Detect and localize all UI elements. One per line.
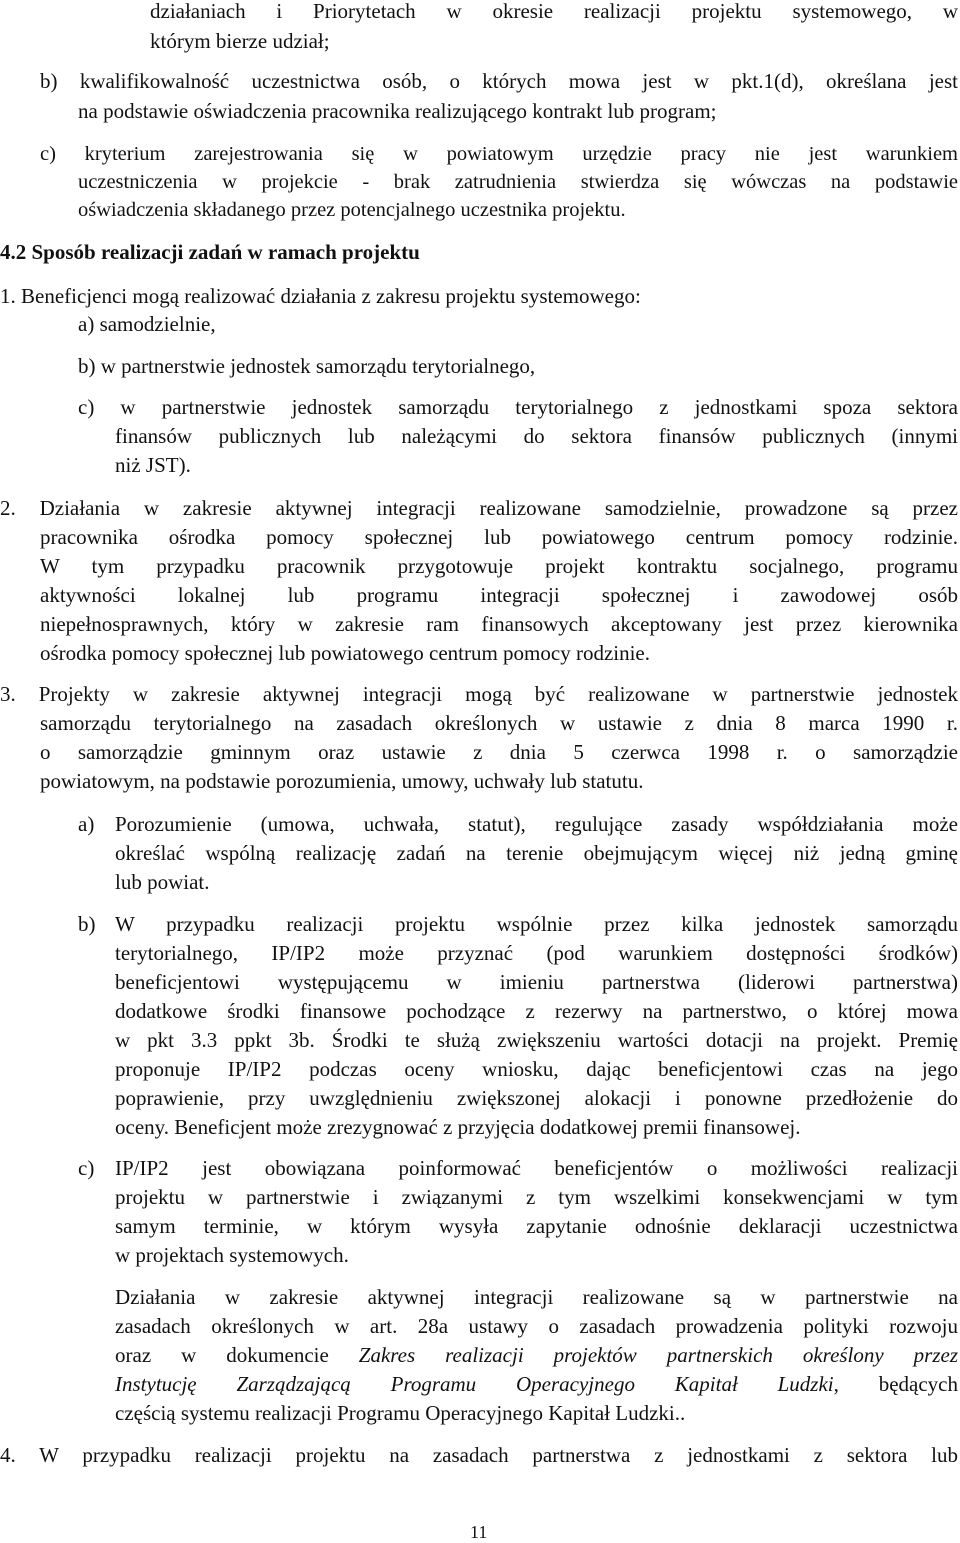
text-line: dodatkowe środki finansowe pochodzące z rezerwy na partnerstwo, o której mowa <box>115 999 958 1023</box>
text-line: na podstawie oświadczenia pracownika realizującego kontrakt lub program; <box>78 99 717 123</box>
section-heading: 4.2 Sposób realizacji zadań w ramach projektu <box>0 240 420 264</box>
list-item-c: c) kryterium zarejestrowania się w powiatowym urzędzie pracy nie jest warunkiem <box>40 143 958 165</box>
text-line: poprawienie, przy uwzględnieniu zwiększonej alokacji i ponowne przedłożenie do <box>115 1086 958 1110</box>
paragraph-4: 4. W przypadku realizacji projektu na zasadach partnerstwa z jednostkami z sektora lub <box>0 1443 958 1467</box>
text-line: finansów publicznych lub należącymi do sektora finansów publicznych (innymi <box>115 424 958 448</box>
paragraph-2: 2. Działania w zakresie aktywnej integracji realizowane samodzielnie, prowadzone są przez <box>0 496 958 520</box>
text-line: niż JST). <box>115 453 191 477</box>
paragraph-3: 3. Projekty w zakresie aktywnej integracji mogą być realizowane w partnerstwie jednostek <box>0 682 958 706</box>
text-line: w pkt 3.3 ppkt 3b. Środki te służą zwiększeniu wartości dotacji na projekt. Premię <box>115 1028 958 1052</box>
text-line: terytorialnego, IP/IP2 może przyznać (pod warunkiem dostępności środków) <box>115 941 958 965</box>
text-line: działaniach i Priorytetach w okresie realizacji projektu systemowego, w <box>150 0 958 23</box>
text-line: samorządu terytorialnego na zasadach określonych w ustawie z dnia 8 marca 1990 r. <box>40 711 958 735</box>
text-line: określać wspólną realizację zadań na terenie obejmującym więcej niż jedną gminę <box>115 841 958 865</box>
text-line: oświadczenia składanego przez potencjalnego uczestnika projektu. <box>78 199 626 221</box>
text-line: lub powiat. <box>115 870 210 894</box>
text-line: pracownika ośrodka pomocy społecznej lub powiatowego centrum pomocy rodzinie. <box>40 525 958 549</box>
list-item-b: b) kwalifikowalność uczestnictwa osób, o których mowa jest w pkt.1(d), określana jest <box>40 69 958 93</box>
text-line <box>115 1341 958 1369</box>
text-line: projektu w partnerstwie i związanymi z tym wszelkimi konsekwencjami w tym <box>115 1185 958 1209</box>
text-line: zasadach określonych w art. 28a ustawy o zasadach prowadzenia polityki rozwoju <box>115 1314 958 1338</box>
document-title-italic: Zakres realizacji projektów partnerskich określony przez <box>358 1343 958 1367</box>
option-b: b) w partnerstwie jednostek samorządu terytorialnego, <box>78 354 536 378</box>
list-label: a) <box>78 812 95 836</box>
text-line: oceny. Beneficjent może zrezygnować z przyjęcia dodatkowej premii finansowej. <box>115 1115 801 1139</box>
text-line: niepełnosprawnych, który w zakresie ram finansowych akceptowany jest przez kierownika <box>40 612 958 636</box>
text-run: oraz w dokumencie <box>115 1343 359 1367</box>
text-line: powiatowym, na podstawie porozumienia, umowy, uchwały lub statutu. <box>40 769 644 793</box>
list-label: c) <box>78 1156 95 1180</box>
list-item-b: W przypadku realizacji projektu wspólnie przez kilka jednostek samorządu <box>115 912 958 936</box>
document-title-italic: Instytucję Zarządzającą Programu Operacyjnego Kapitał Ludzki <box>115 1372 834 1396</box>
text-line <box>115 1370 958 1398</box>
text-line: uczestniczenia w projekcie - brak zatrudnienia stwierdza się wówczas na podstawie <box>78 171 958 193</box>
text-line: którym bierze udział; <box>150 29 330 53</box>
partnership-paragraph: Działania w zakresie aktywnej integracji realizowane są w partnerstwie na <box>115 1285 958 1309</box>
option-c: c) w partnerstwie jednostek samorządu terytorialnego z jednostkami spoza sektora <box>78 395 958 419</box>
list-label: b) <box>78 912 96 936</box>
text-line: ośrodka pomocy społecznej lub powiatowego centrum pomocy rodzinie. <box>40 641 651 665</box>
page-number: 11 <box>470 1522 488 1542</box>
text-line: beneficjentowi występującemu w imieniu partnerstwa (liderowi partnerstwa) <box>115 970 958 994</box>
list-item-c: IP/IP2 jest obowiązana poinformować beneficjentów o możliwości realizacji <box>115 1156 958 1180</box>
text-line: proponuje IP/IP2 podczas oceny wniosku, dając beneficjentowi czas na jego <box>115 1057 958 1081</box>
text-line: w projektach systemowych. <box>115 1243 349 1267</box>
text-line: W tym przypadku pracownik przygotowuje projekt kontraktu socjalnego, programu <box>40 554 958 578</box>
paragraph-1-lead: 1. Beneficjenci mogą realizować działania z zakresu projektu systemowego: <box>0 284 641 308</box>
list-item-a: Porozumienie (umowa, uchwała, statut), regulujące zasady współdziałania może <box>115 812 958 836</box>
text-run: , będących <box>833 1372 958 1396</box>
text-line: częścią systemu realizacji Programu Operacyjnego Kapitał Ludzki.. <box>115 1401 686 1425</box>
text-line: aktywności lokalnej lub programu integracji społecznej i zawodowej osób <box>40 583 958 607</box>
option-a: a) samodzielnie, <box>78 312 216 336</box>
text-line: samym terminie, w którym wysyła zapytanie odnośnie deklaracji uczestnictwa <box>115 1214 958 1238</box>
text-line: o samorządzie gminnym oraz ustawie z dnia 5 czerwca 1998 r. o samorządzie <box>40 740 958 764</box>
